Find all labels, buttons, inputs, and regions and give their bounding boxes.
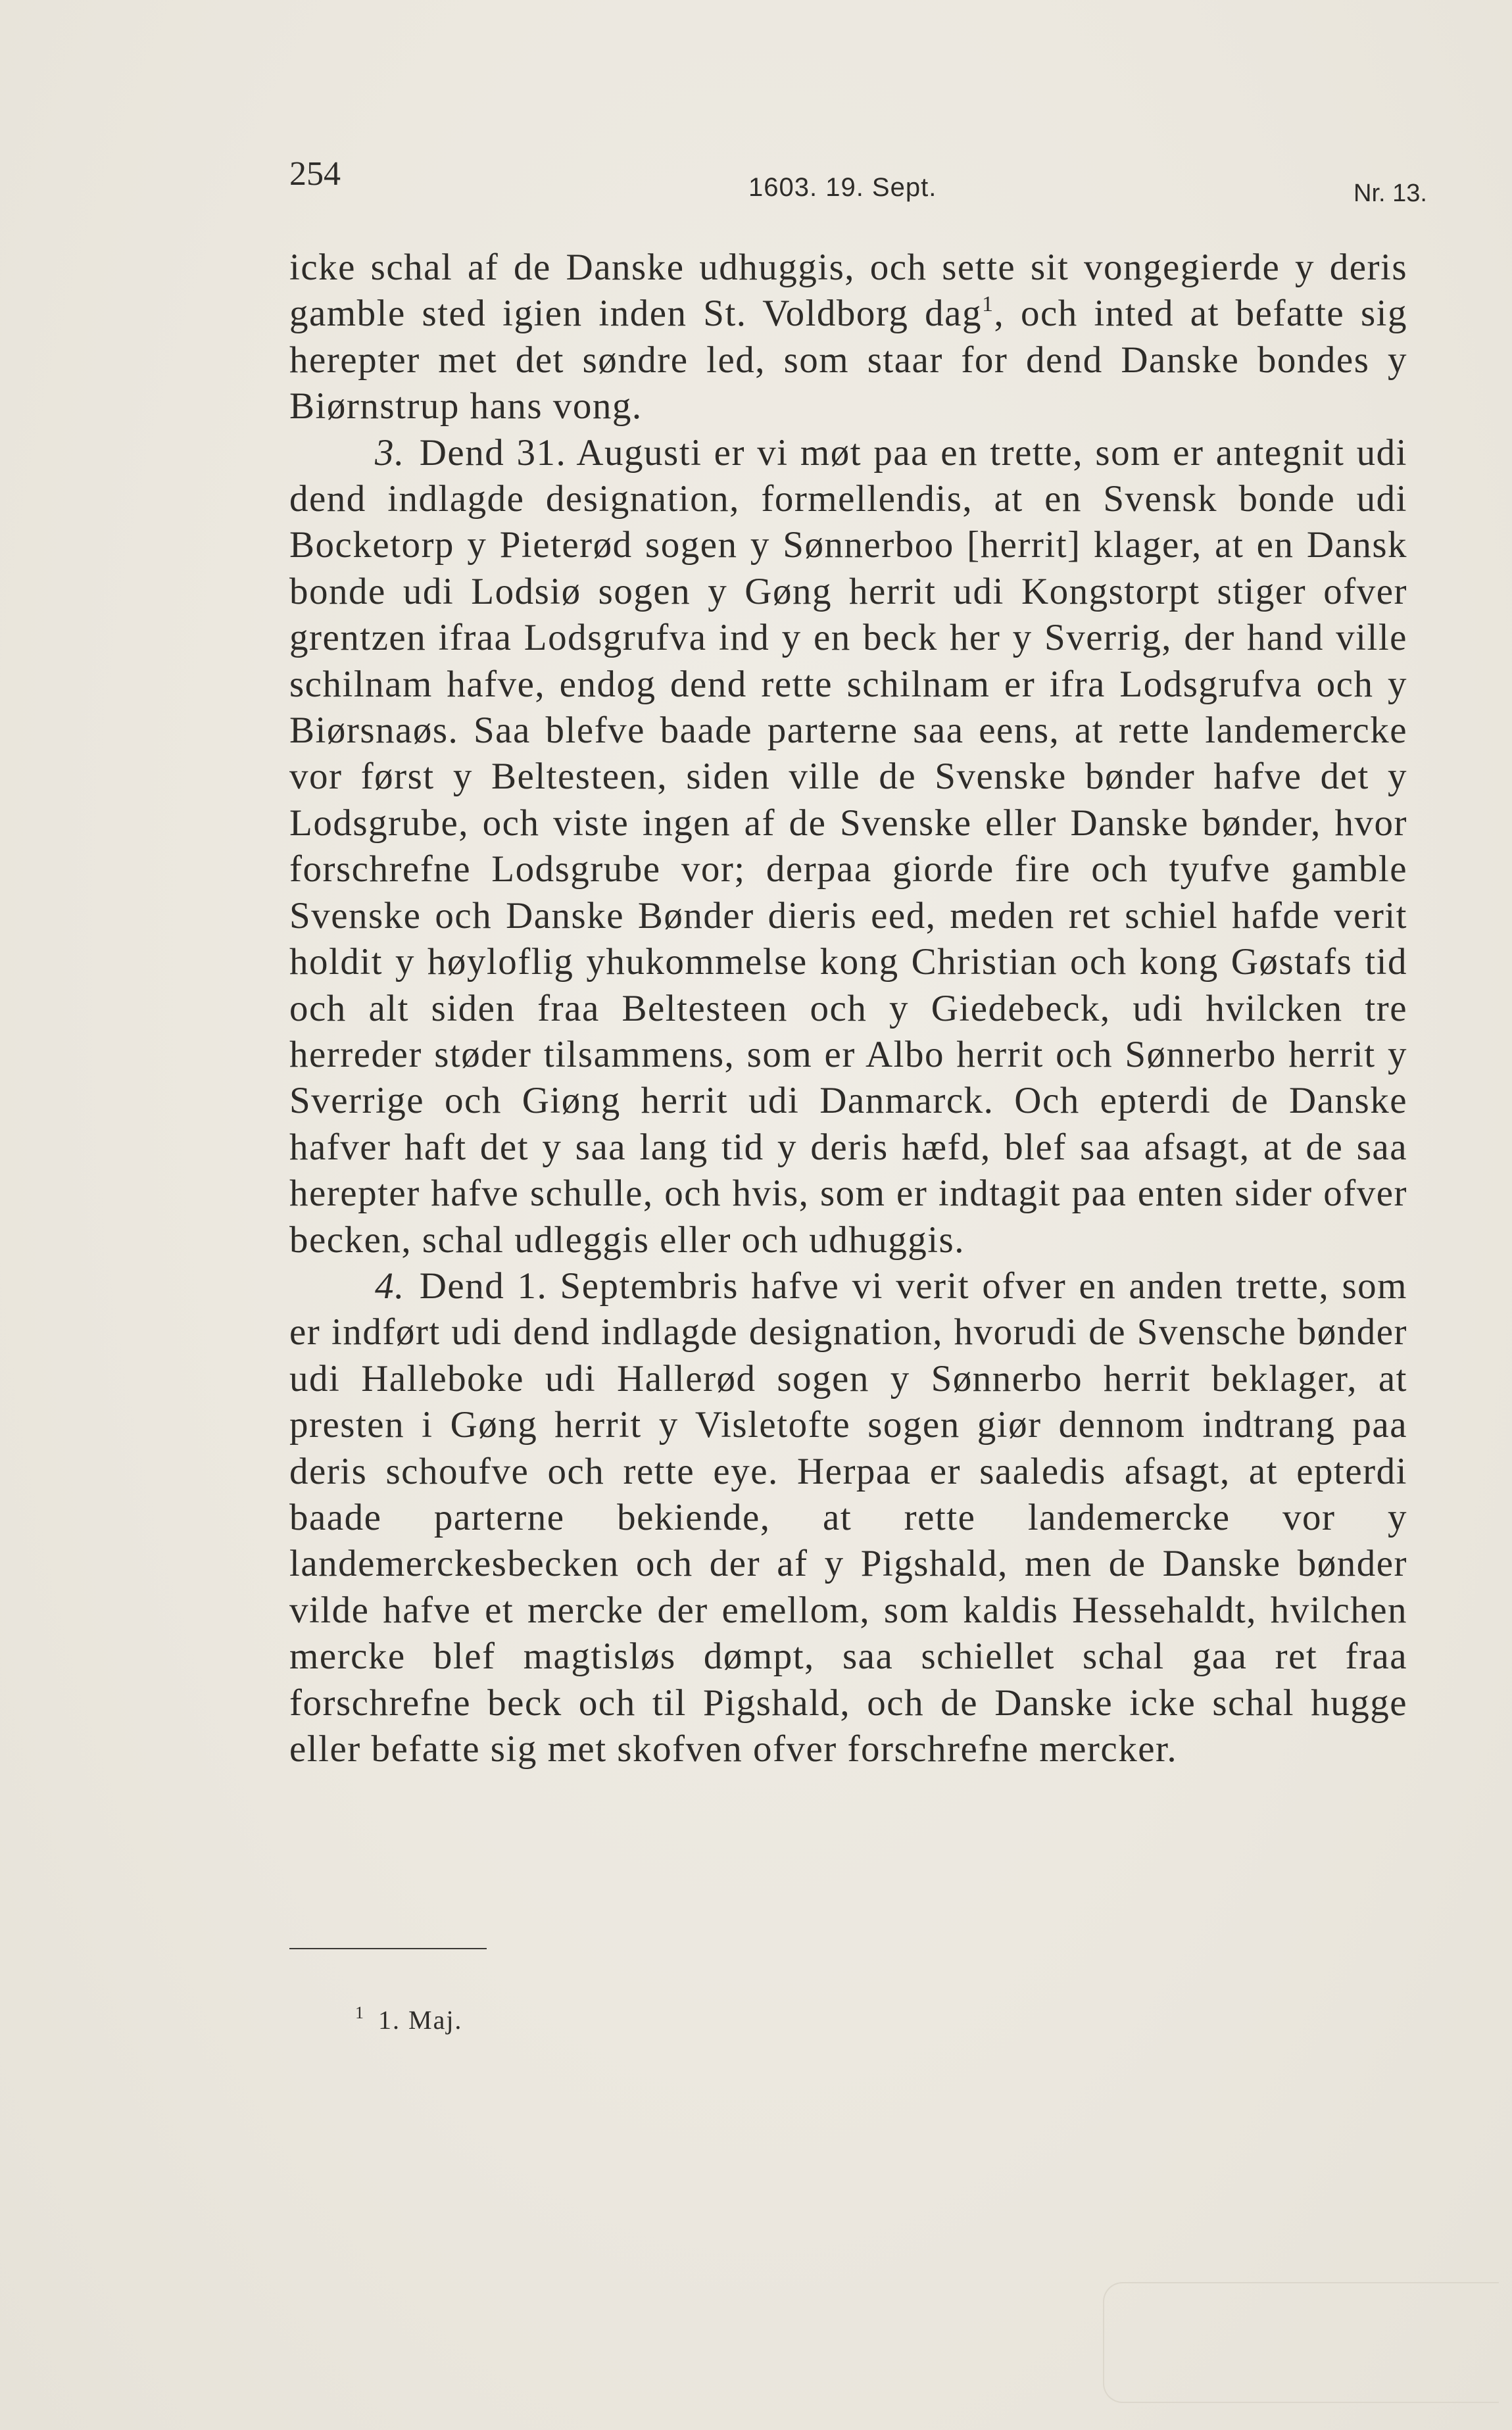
paragraph-text: Dend 31. Augusti er vi møt paa en trette, som er antegnit udi dend indlagde designation, formellendis, at en Svensk bonde udi Bocketorp y Pieterød sogen y Sønnerboo [herrit] klager, at en Dansk bonde udi Lodsiø sogen y Gøng herrit udi Kongstorpt stiger ofver grentzen ifraa Lodsgrufva ind y en beck her y Sverrig, der hand ville schilnam hafve, endog dend rette schilnam er ifra Lodsgrufva och y Biørsnaøs. Saa blefve baade parterne saa eens, at rette landemercke vor først y Beltesteen, siden ville de Svenske bønder hafve det y Lodsgrube, och viste ingen af de Svenske eller Danske bønder, hvor forschrefne Lodsgrube vor; derpaa giorde fire och tyufve gamble Svenske och Danske Bønder dieris eed, meden ret schiel hafde verit holdit y høyloflig yhukommelse kong Christian och kong Gøstafs tid och alt siden fraa Beltesteen och y Giedebeck, udi hvilcken tre herreder støder tilsammens, som er Albo herrit och Sønnerbo herrit y Sverrige och Giøng herrit udi Danmarck. Och epterdi de Danske hafver haft det y saa lang tid y deris hæfd, blef saa afsagt, at de saa herepter hafve schulle, och hvis, som er indtagit paa enten sider ofver becken, schal udleggis eller och udhuggis.	[289, 431, 1407, 1261]
paragraph-text: Dend 1. Septembris hafve vi verit ofver en anden trette, som er indført udi dend indlagde designation, hvorudi de Svensche bønder udi Halleboke udi Hallerød sogen y Sønnerbo herrit beklager, at presten i Gøng herrit y Visletofte sogen giør dennom indtrang paa deris schoufve och rette eye. Herpaa er saaledis afsagt, at epterdi baade parterne bekiende, at rette landemercke vor y landemerckesbecken och der af y Pigshald, men de Danske bønder vilde hafve et mercke der emellom, som kaldis Hessehaldt, hvilchen mercke blef magtisløs dømpt, saa schiellet schal gaa ret fraa forschrefne beck och til Pigshald, och de Danske icke schal hugge eller befatte sig met skofven ofver forschrefne mercker.	[289, 1265, 1407, 1770]
main-text	[289, 245, 1407, 1772]
paragraph-text: , och inted at befatte sig herepter met det søndre led, som staar for dend Danske bondes y Biørnstrup hans vong.	[289, 293, 1408, 427]
footnote-divider	[289, 1948, 487, 1949]
paragraph-number: 4.	[375, 1265, 405, 1307]
running-date: 1603. 19. Sept.	[748, 173, 937, 202]
page-number: 254	[289, 155, 341, 193]
paragraph-text: icke schal af de Danske udhuggis, och sette sit vongegierde y deris gamble sted igien inden St. Voldborg dag	[289, 247, 1407, 335]
footnote-reference: 1	[981, 292, 994, 317]
footnote-marker: 1	[355, 2003, 365, 2022]
footnote	[355, 2005, 462, 2035]
footnote-text: 1. Maj.	[378, 2005, 463, 2035]
page-edge-stain	[1103, 2282, 1499, 2403]
paragraph-number: 3.	[375, 431, 405, 474]
paragraph-4	[289, 1263, 1407, 1772]
paragraph-3	[289, 430, 1407, 1263]
page-header	[289, 155, 1434, 214]
document-number: Nr. 13.	[1353, 180, 1427, 207]
paragraph-continuation	[289, 245, 1407, 430]
